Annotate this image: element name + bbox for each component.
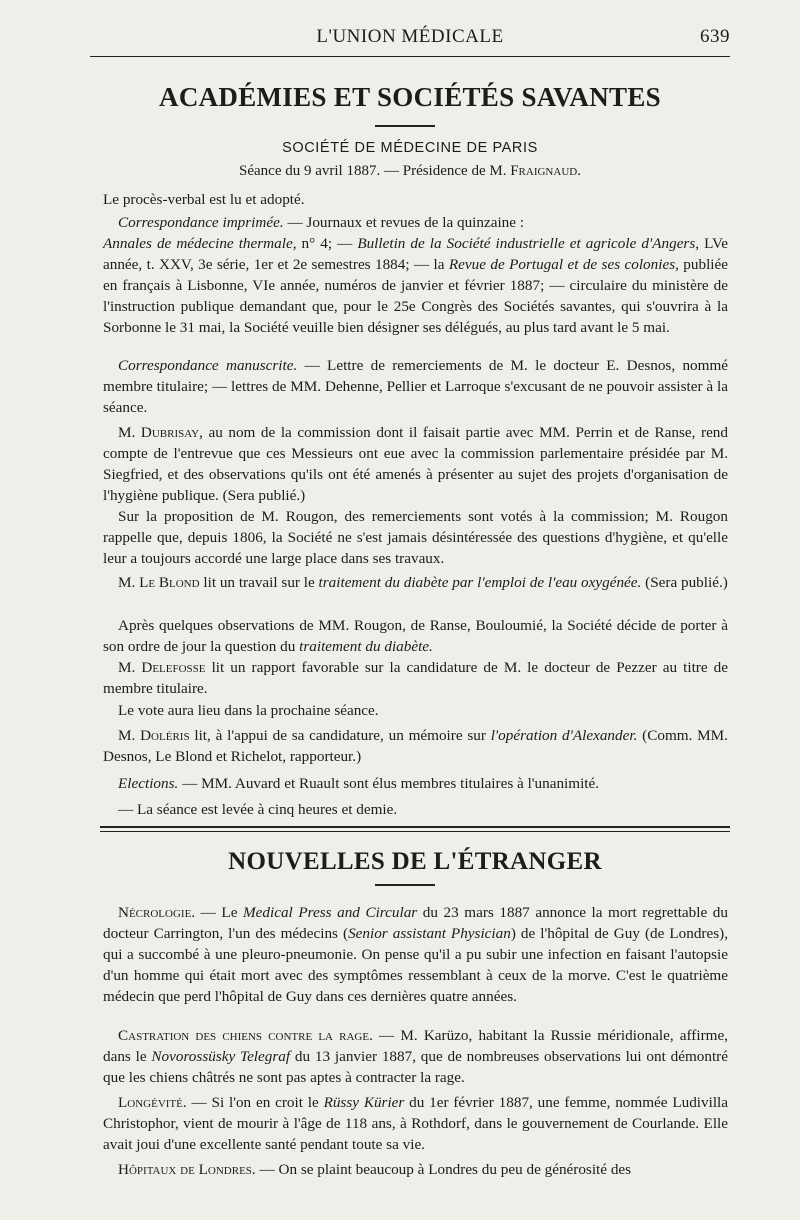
paragraph-elections: Elections. — MM. Auvard et Ruault sont élus membres titulaires à l'unanimité.	[118, 775, 600, 792]
page-number: 639	[700, 26, 730, 47]
name-dubrisay: M. Dubrisay,	[118, 424, 203, 441]
label-castration: Castration des chiens contre la rage.	[118, 1027, 373, 1044]
title-rule-nouvelles	[375, 884, 435, 886]
section-title-nouvelles: NOUVELLES DE L'ÉTRANGER	[228, 848, 602, 875]
label-hopitaux-londres: Hôpitaux de Londres.	[118, 1161, 256, 1178]
paragraph-hopitaux-londres: Hôpitaux de Londres. — On se plaint beaucoup à Londres du peu de générosité des	[118, 1161, 632, 1178]
label-elections: Elections.	[118, 775, 179, 792]
journal-title: L'UNION MÉDICALE	[316, 26, 504, 47]
paragraph-doleris: M. Doléris lit, à l'appui de sa candidature, un mémoire sur l'opération d'Alexander. (Comm. MM. Desnos, Le Blond et Richelot, rapporteur.)	[103, 727, 728, 765]
title-traitement-eau-oxygenee: traitement du diabète par l'emploi de l'eau oxygénée.	[318, 574, 642, 591]
session-president: Fraignaud.	[510, 163, 581, 179]
label-necrologie: Nécrologie.	[118, 904, 196, 921]
paragraph-le-blond: M. Le Blond lit un travail sur le traitement du diabète par l'emploi de l'eau oxygénée. (Sera publié.)	[118, 574, 728, 591]
title-rule	[375, 125, 435, 127]
society-heading: SOCIÉTÉ DE MÉDECINE DE PARIS	[282, 140, 538, 156]
header-rule	[90, 56, 730, 57]
name-doleris: M. Doléris	[118, 727, 190, 744]
label-correspondance-imprimee: Correspondance imprimée.	[118, 214, 284, 231]
session-line	[90, 163, 730, 180]
label-correspondance-manuscrite: Correspondance manuscrite.	[118, 357, 298, 374]
journal-bulletin: Bulletin de la Société industrielle et agricole d'Angers,	[357, 235, 700, 252]
session-prefix: Séance du 9 avril 1887. — Présidence de M.	[239, 163, 511, 179]
section-divider	[100, 826, 730, 832]
paragraph-dubrisay: M. Dubrisay, au nom de la commission dont il faisait partie avec MM. Perrin et de Ranse, rend compte de l'entrevue que ces Messieurs ont eue avec la commission parlementaire présidée par M. Siegfried, et des observations qu'ils ont été amenés à présenter au sujet des projets d'organisation de l'hygiène publique. (Sera publié.)	[103, 424, 728, 504]
section-title-academies: ACADÉMIES ET SOCIÉTÉS SAVANTES	[159, 82, 661, 112]
paragraph-castration: Castration des chiens contre la rage. — M. Karüzo, habitant la Russie méridionale, affirme, dans le Novorossüsky Telegraf du 13 janvier 1887, que de nombreuses observations lui ont démontré que les chiens châtrés ne sont pas aptes à contracter la rage.	[103, 1027, 728, 1086]
paragraph-delefosse: M. Delefosse lit un rapport favorable sur la candidature de M. le docteur de Pezzer au titre de membre titulaire.	[103, 659, 728, 697]
label-longevite: Longévité.	[118, 1094, 187, 1111]
paragraph-correspondance-imprimee: Correspondance imprimée. — Journaux et revues de la quinzaine : Annales de médecine thermale, n° 4; — Bulletin de la Société industrielle et agricole d'Angers, LVe année, t. XXV, 3e série, 1er et 2e semestres 1884; — la Revue de Portugal et de ses colonies, publiée en français à Lisbonne, VIe année, numéros de janvier et février 1887; — circulaire du ministère de l'instruction publique demandant que, pour le 25e Congrès des Sociétés savantes, qui s'ouvrira à la Sorbonne le 31 mai, la Société veuille bien désigner ses délégués, au plus tard avant le 5 mai.	[103, 214, 729, 336]
journal-annales: Annales de médecine thermale,	[103, 235, 297, 252]
paragraph-correspondance-manuscrite: Correspondance manuscrite. — Lettre de remerciements de M. le docteur E. Desnos, nommé membre titulaire; — lettres de MM. Dehenne, Pellier et Larroque s'excusant de ne pouvoir assister à la séance.	[103, 357, 728, 416]
role-senior-physician: Senior assistant Physician	[348, 925, 511, 942]
paragraph-seance-levee: — La séance est levée à cinq heures et demie.	[118, 801, 398, 818]
title-operation-alexander: l'opération d'Alexander.	[490, 727, 638, 744]
paragraph-rougon: Sur la proposition de M. Rougon, des remerciements sont votés à la commission; M. Rougon rappelle que, depuis 1806, la Société ne s'est jamais désintéressée des questions d'hygiène, et qu'elle leur a toujours accordé une large place dans ses travaux.	[103, 508, 728, 567]
journal-revue-portugal: Revue de Portugal et de ses colonies,	[448, 256, 679, 273]
name-le-blond: M. Le Blond	[118, 574, 200, 591]
journal-medical-press: Medical Press and Circular	[243, 904, 418, 921]
paragraph-proces-verbal: Le procès-verbal est lu et adopté.	[103, 191, 305, 208]
paragraph-necrologie: Nécrologie. — Le Medical Press and Circular du 23 mars 1887 annonce la mort regrettable du docteur Carrington, l'un des médecins (Senior assistant Physician) de l'hôpital de Guy (de Londres), qui a succombé à une pleuro-pneumonie. On pense qu'il a pu subir une infection en faisant l'autopsie d'un homme qui était mort avec des symptômes ressemblant à ceux de la morve. C'est le quatrième médecin que perd l'hôpital de Guy dans ces dernières quatre années.	[103, 904, 728, 1005]
title-traitement-diabete: traitement du diabète.	[299, 638, 433, 655]
journal-russy-kurier: Rüssy Kürier	[323, 1094, 405, 1111]
paragraph-longevite: Longévité. — Si l'on en croit le Rüssy Kürier du 1er février 1887, une femme, nommée Ludivilla Christophor, vient de mourir à l'âge de 118 ans, à Rothdorf, dans le gouvernement de Courlande. Elle avait joui d'une excellente santé pendant toute sa vie.	[103, 1094, 728, 1153]
running-head	[90, 26, 730, 54]
paragraph-vote: Le vote aura lieu dans la prochaine séance.	[118, 702, 379, 719]
paragraph-observations: Après quelques observations de MM. Rougon, de Ranse, Bouloumié, la Société décide de porter à son ordre de jour la question du traitement du diabète.	[103, 617, 728, 655]
journal-novorossusky: Novorossüsky Telegraf	[151, 1048, 291, 1065]
name-delefosse: M. Delefosse	[118, 659, 206, 676]
